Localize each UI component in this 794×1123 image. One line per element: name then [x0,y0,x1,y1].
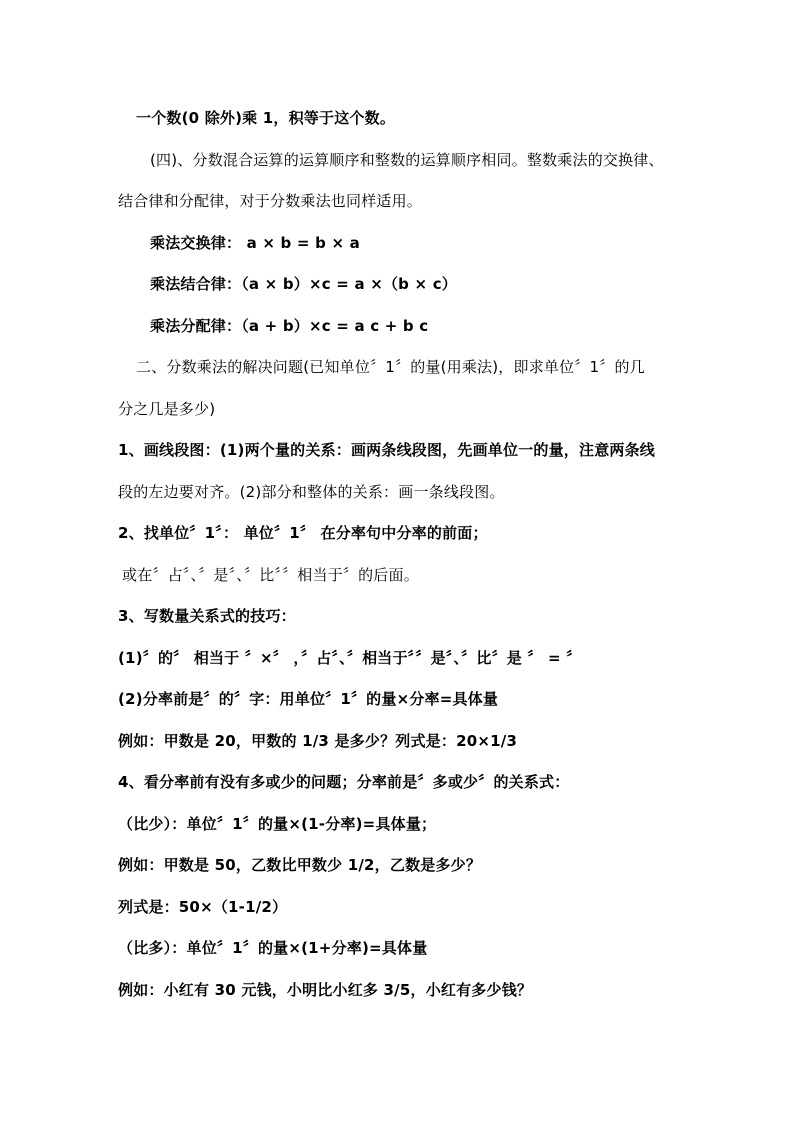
item-4-more-example: 例如：小红有 30 元钱，小明比小红多 3/5，小红有多少钱？ [118,981,533,999]
item-1-line-1: 1、画线段图：(1)两个量的关系：画两条线段图，先画单位一的量，注意两条线 [118,441,655,459]
item-2-line-1: 2、找单位〞1〞： 单位〞1〞 在分率句中分率的前面； [118,524,488,542]
item-3-example: 例如：甲数是 20，甲数的 1/3 是多少？列式是：20×1/3 [118,732,518,750]
text-line-2: (四)、分数混合运算的运算顺序和整数的运算顺序相同。整数乘法的交换律、 [150,151,664,169]
item-4-less-rule: （比少）：单位〞1〞的量×(1-分率)=具体量； [118,815,437,833]
item-2-line-2: 或在〞占〞、〞是〞、〞比〞〞相当于〞的后面。 [122,566,419,584]
item-3-rule-1: (1)〞的〞 相当于 〞×〞 ，〞占〞、〞相当于〞〞是〞、〞比〞是 〞 = 〞 [118,649,582,667]
text-line-8: 分之几是多少) [118,400,216,418]
section-heading-2: 二、分数乘法的解决问题(已知单位〞1〞的量(用乘法)，即求单位〞1〞的几 [136,358,645,376]
formula-distributive: 乘法分配律：（a + b）×c = a c + b c [150,317,429,335]
item-4-heading: 4、看分率前有没有多或少的问题；分率前是〞多或少〞的关系式： [118,773,570,791]
formula-commutative: 乘法交换律： a × b = b × a [150,234,360,252]
text-line-3: 结合律和分配律，对于分数乘法也同样适用。 [118,192,423,210]
item-3-heading: 3、写数量关系式的技巧： [118,607,296,625]
formula-associative: 乘法结合律：（a × b）×c = a ×（b × c） [150,275,457,293]
item-3-rule-2: (2)分率前是〞的〞字：用单位〞1〞的量×分率=具体量 [118,690,499,708]
item-1-line-2: 段的左边要对齐。(2)部分和整体的关系：画一条线段图。 [118,483,505,501]
text-line-1: 一个数(0 除外)乘 1，积等于这个数。 [136,109,396,127]
item-4-more-rule: （比多）：单位〞1〞的量×(1+分率)=具体量 [118,939,428,957]
item-4-less-example: 例如：甲数是 50，乙数比甲数少 1/2，乙数是多少？ [118,856,482,874]
item-4-less-formula: 列式是：50×（1-1/2） [118,898,288,916]
